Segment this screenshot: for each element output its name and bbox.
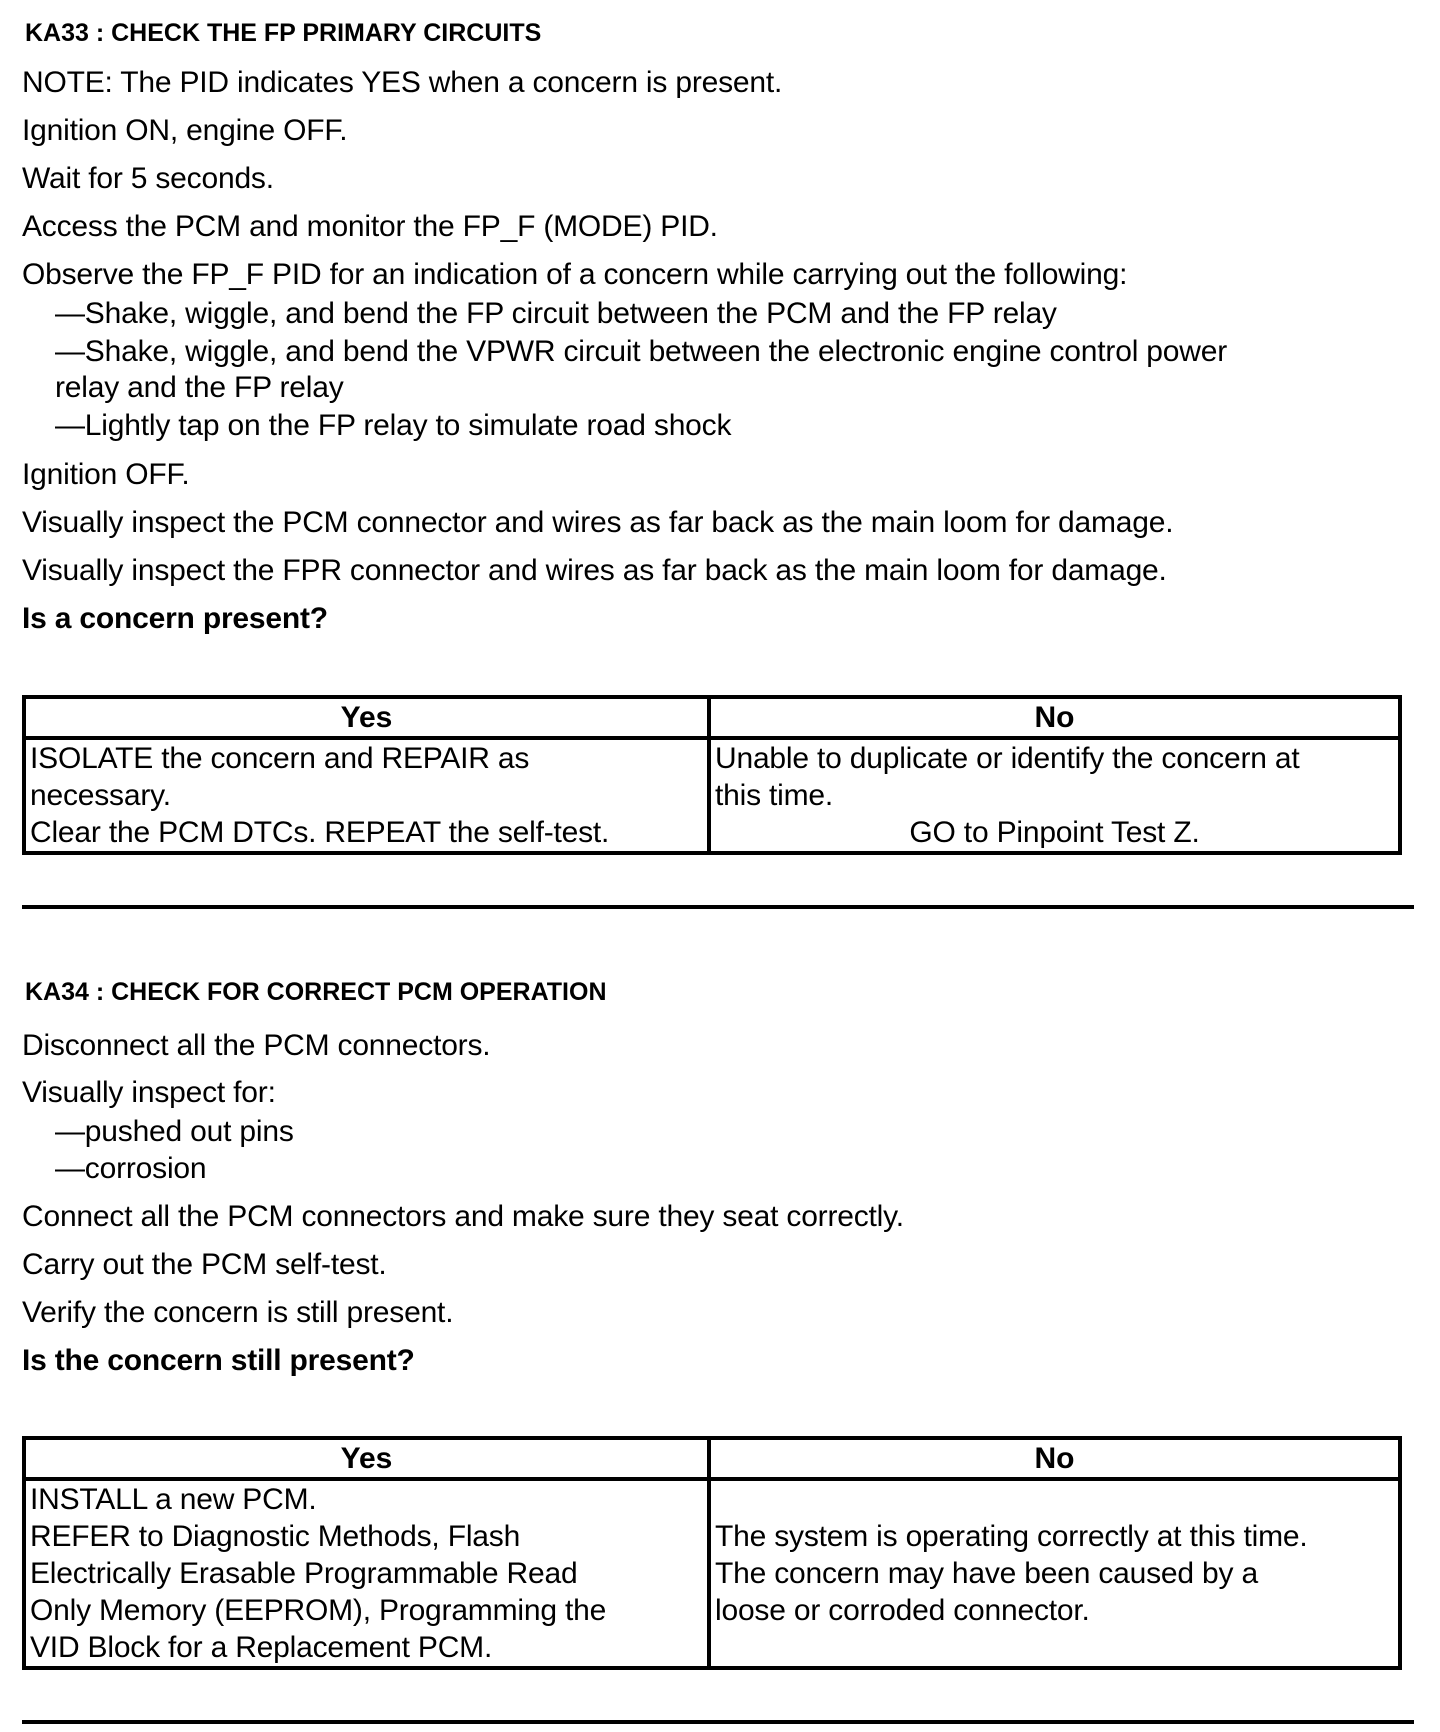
ka33-step-access-pcm: Access the PCM and monitor the FP_F (MODE) PID. bbox=[22, 210, 718, 243]
ka33-substep-vpwr-circuit: —Shake, wiggle, and bend the VPWR circuit between the electronic engine control power bbox=[55, 335, 1227, 368]
ka34-yes-cell bbox=[24, 1479, 709, 1668]
ka34-no-cell bbox=[709, 1479, 1400, 1668]
ka34-result-table bbox=[22, 1436, 1402, 1670]
ka33-yes-line: necessary. bbox=[30, 779, 171, 812]
ka33-yes-cell bbox=[24, 738, 709, 853]
ka34-no-line: The system is operating correctly at this time. bbox=[715, 1520, 1308, 1553]
section-divider bbox=[22, 1720, 1414, 1724]
section-divider bbox=[22, 905, 1414, 909]
ka33-step-inspect-fpr: Visually inspect the FPR connector and wires as far back as the main loom for damage. bbox=[22, 554, 1167, 587]
ka34-no-line: The concern may have been caused by a bbox=[715, 1557, 1258, 1590]
ka33-step-observe: Observe the FP_F PID for an indication of a concern while carrying out the following: bbox=[22, 258, 1128, 291]
ka33-no-line: this time. bbox=[715, 779, 834, 812]
ka34-step-self-test: Carry out the PCM self-test. bbox=[22, 1248, 387, 1281]
ka34-yes-line: VID Block for a Replacement PCM. bbox=[30, 1631, 493, 1664]
ka34-step-connect: Connect all the PCM connectors and make sure they seat correctly. bbox=[22, 1200, 904, 1233]
ka33-substep-fp-circuit: —Shake, wiggle, and bend the FP circuit between the PCM and the FP relay bbox=[55, 297, 1057, 330]
ka33-step-ignition-off: Ignition OFF. bbox=[22, 458, 190, 491]
ka33-heading: KA33 : CHECK THE FP PRIMARY CIRCUITS bbox=[25, 19, 542, 47]
ka33-question: Is a concern present? bbox=[22, 602, 328, 635]
ka34-yes-line: Only Memory (EEPROM), Programming the bbox=[30, 1594, 607, 1627]
ka33-substep-tap-relay: —Lightly tap on the FP relay to simulate road shock bbox=[55, 409, 732, 442]
ka34-yes-header: Yes bbox=[24, 1438, 709, 1479]
ka34-heading: KA34 : CHECK FOR CORRECT PCM OPERATION bbox=[25, 978, 607, 1006]
ka34-step-verify: Verify the concern is still present. bbox=[22, 1296, 454, 1329]
ka34-yes-line: INSTALL a new PCM. bbox=[30, 1483, 317, 1516]
ka33-yes-header: Yes bbox=[24, 697, 709, 738]
ka33-step-ignition-on: Ignition ON, engine OFF. bbox=[22, 114, 348, 147]
ka34-no-header: No bbox=[709, 1438, 1400, 1479]
ka34-question: Is the concern still present? bbox=[22, 1344, 415, 1377]
ka34-step-inspect-for: Visually inspect for: bbox=[22, 1076, 276, 1109]
ka33-no-cell bbox=[709, 738, 1400, 853]
ka33-substep-vpwr-circuit-cont: relay and the FP relay bbox=[55, 371, 344, 404]
ka34-substep-pins: —pushed out pins bbox=[55, 1115, 294, 1148]
ka34-yes-line: Electrically Erasable Programmable Read bbox=[30, 1557, 578, 1590]
ka33-step-wait: Wait for 5 seconds. bbox=[22, 162, 274, 195]
ka33-step-inspect-pcm: Visually inspect the PCM connector and wires as far back as the main loom for damage. bbox=[22, 506, 1174, 539]
ka33-goto-pinpoint-z: GO to Pinpoint Test Z. bbox=[909, 816, 1200, 849]
ka34-no-line: loose or corroded connector. bbox=[715, 1594, 1090, 1627]
ka33-yes-line: Clear the PCM DTCs. REPEAT the self-test. bbox=[30, 816, 610, 849]
ka33-note: NOTE: The PID indicates YES when a concern is present. bbox=[22, 66, 783, 99]
ka34-step-disconnect: Disconnect all the PCM connectors. bbox=[22, 1029, 491, 1062]
ka33-no-line: Unable to duplicate or identify the concern at bbox=[715, 742, 1300, 775]
ka33-no-header: No bbox=[709, 697, 1400, 738]
ka34-substep-corrosion: —corrosion bbox=[55, 1152, 207, 1185]
ka33-result-table bbox=[22, 695, 1402, 855]
ka34-yes-line: REFER to Diagnostic Methods, Flash bbox=[30, 1520, 521, 1553]
ka33-yes-line: ISOLATE the concern and REPAIR as bbox=[30, 742, 530, 775]
